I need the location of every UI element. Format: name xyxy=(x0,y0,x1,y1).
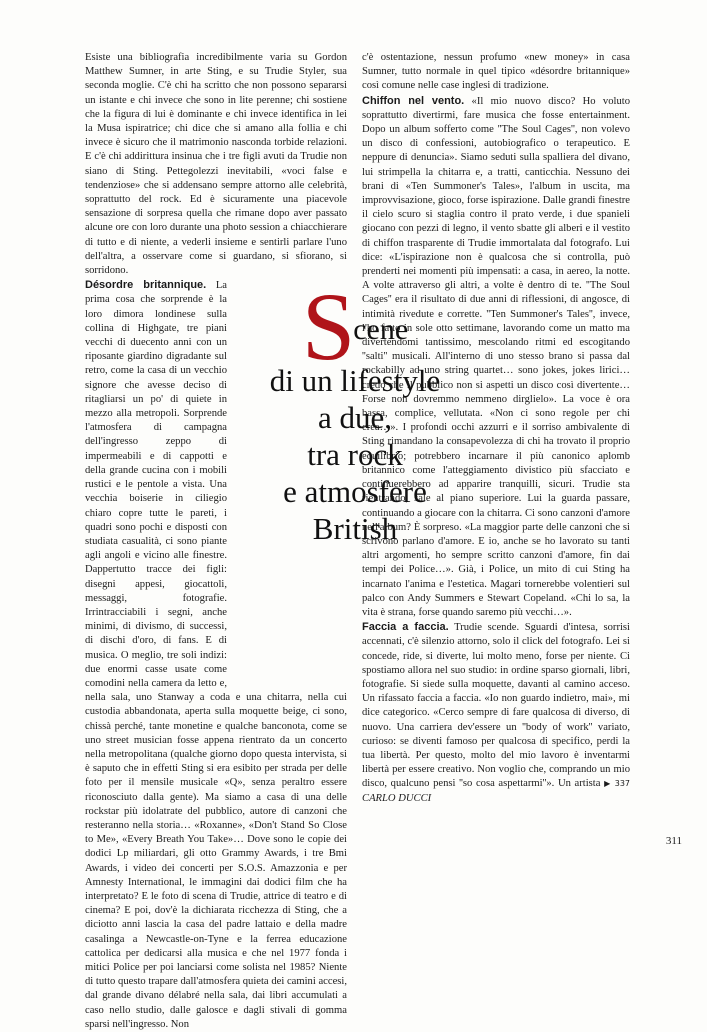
headline-line-6: British xyxy=(312,511,398,546)
author-byline: CARLO DUCCI xyxy=(362,792,432,804)
headline-line-5: e atmosfere xyxy=(283,474,427,509)
drop-cap: S xyxy=(301,273,356,380)
subheading-faccia: Faccia a faccia. xyxy=(362,621,449,634)
headline-line-1: Scene xyxy=(301,273,409,380)
page-number: 311 xyxy=(665,835,682,847)
paragraph-intro: Esiste una bibliografia incredibilmente varia su Gordon Matthew Sumner, in arte Sting, e su Trudie Styler, sua seconda moglie. C'è chi ha scritto che non possono separarsi un istante e chi invece che sono in lite perenne; chi sostiene che la figura di lui è dominante e chi invece identifica in lei la Musa ispiratrice; chi dice che si amano alla follia e chi invece è sicuro che il matrimonio nasconda torbide relazioni. E c'è chi addirittura insinua che i tre figli avuti da Trudie non siano di Sting. Pettegolezzi inevitabili, «voci false e tendenziose» che si addensano sempre attorno alle celebrità, soprattutto del rock. Ed è sicuramente una piacevole sensazione di sorpresa quella che rimane dopo aver passato alcune ore con loro durante una photo session a chiacchierare di tutto e di niente, a vederli insieme e sentirli parlare l'uno dell'altra, a osservare come si guardano, si sfiorano, si sorridono. xyxy=(85,52,347,277)
continued-marker: ▶ 337 xyxy=(604,779,630,789)
headline-line-4: tra rock xyxy=(307,437,403,472)
paragraph-right-open: c'è ostentazione, nessun profumo «new money» in casa Sumner, tutto normale in quel tipico «désordre britannique» così comune nelle case inglesi di tradizione. xyxy=(362,52,630,92)
paragraph-chiffon: Chiffon nel vento. «Il mio nuovo disco? Ho voluto soprattutto divertirmi, fare musica che fosse entertainment. Dopo un album sofferto come ''The Soul Cages'', non volevo un disco di confessioni, autobiografico o terapeutico. E neppure di denuncia». Siamo seduti sulla spalliera del divano, lui strimpella la chitarra e, a tratti, canticchia. Nessuno dei brani di «Ten Summoner's Tales», l'album in uscita, ma improvvisazione, gioco, forse ispirazione. Dalle grandi finestre il cielo scuro si staglia contro il prato verde, i due spanieli giocano con pezzi di legno, il vento sbatte gli alberi e il vestito di chiffon trasparente di Trudie immortalata dal fotografo. Lui dice: «L'ispirazione non è qualcosa che si controlla, può prenderti nei momenti più impensati: a casa, in aereo, la notte. A volte attraverso gli altri, a volte è dentro di te. ''The Soul Cages'' era il risultato di due anni di riflessioni, di angosce, di intimità rivedute e corrette. ''Ten Summoner's Tales'', invece, l'ho fatto in sole otto settimane, lavorando come un matto ma divertendomi tantissimo, mescolando ritmi ed escogitando ''salti'' musicali. All'interno di uno stesso brano si passa dal rockabilly ad uno string quartet… sono jokes, jokes lirici… credo che il pubblico non si aspetti un disco così divertente… Forse non dovremmo nemmeno dirglielo». La voce è ora bassa, complice, vellutata. «Non ci sono regole per chi crea…». I profondi occhi azzurri e il sorriso ambivalente di Sting rimandano la consapevolezza di chi ha trovato il proprio equilibrio; potrebbero incarnare il più canonico aplomb britannico come l'atteggiamento divistico più sfacciato e continuerebbero ad apparire tranquilli, sicuri. Trudie sta rientrando, sale al piano superiore. Lui la guarda passare, continuando a giocare con la chitarra. Ci sono canzoni d'amore nell'album? È sorpreso. «La maggior parte delle canzoni che si scrivono parlano d'amore. E io, anche se ho lavorato su tanti altri argomenti, ho sempre scritto canzoni d'amore, fin dai tempi dei Police…». Già, i Police, un mito di cui Sting ha incarnato l'anima e l'estetica. Magari tornerebbe volentieri sul palco con Andy Summers e Stewart Copeland. «Chi lo sa, la vita è strana, forse quando saremo più vecchi…». xyxy=(362,94,630,618)
subheading-chiffon: Chiffon nel vento. xyxy=(362,94,465,107)
paragraph-faccia: Faccia a faccia. Trudie scende. Sguardi d'intesa, sorrisi accennati, c'è silenzio attorno, solo il click del fotografo. Lei si concede, ride, si diverte, lui molto meno, forse per niente. Ci spostiamo allora nel suo studio: in ordine sparso giornali, libri, fotografie. Si siede sulla moquette, davanti al camino acceso. Un rifassato faccia a faccia. «Io non guardo indietro, mai», mi dice categorico. «Cerco sempre di fare qualcosa di diverso, di nuovo. Una carriera dev'essere un ''body of work'' variato, curioso: se diventi famoso per qualcosa di specifico, perdi la tua libertà. Per questo, molto del mio lavoro è inventarmi libertà per essere creativo. Non voglio che, comprando un mio disco, qualcuno pensi ''so cosa aspettarmi''». Un artista ▶ 337 CARLO DUCCI xyxy=(362,621,630,804)
subheading-desordre: Désordre britannique. xyxy=(85,279,207,292)
headline-line-2: di un lifestyle xyxy=(269,363,441,398)
paragraph-desordre: Désordre britannique. La prima cosa che sorprende è la loro dimora londinese sulla collina di Highgate, tre piani vecchi di duecento anni con un riposante giardino digradante sul retro, come la casa di un vecchio signore che avesse deciso di ritagliarsi un po' di quiete in mezzo alla metropoli. Sorprende l'atmosfera di campagna dell'ingresso zeppo di impermeabili e di cappotti e della grande cucina con i mobili rustici e le pentole a vista. Una vecchia boiserie in ciliegio chiaro copre tutte le pareti, i quadri sono pochi e disposti con studiata casualità, ci sono piante agli angoli e vicino alle finestre. Dappertutto tracce dei figli: disegni appesi, giocattoli, messaggi, fotografie. Irrintracciabili i segni, anche minimi, di divismo, di successi, di dischi d'oro, di fans. E di musica. O meglio, tre soli indizi: due enormi casse usate come comodini nella camera da letto e, nella sala, uno Stanway a coda e una chitarra, nella cui custodia abbandonata, aperta sulla moquette beige, ci sono, chissà perché, tante monetine e qualche banconota, come se uno street musician fosse appena rientrato da un concerto nella metropolitana (qualche giorno dopo questa intervista, si è saputo che in effetti Sting si era esibito per strada per delle foto per il mensile musicale «Q», senza peraltro essere riconosciuto dalla gente). Ma siamo a casa di una delle rockstar più idolatrate del pubblico, autore di canzoni che resteranno nella storia… «Roxanne», «Don't Stand So Close to Me», «Every Breath You Take»… Dove sono le copie dei dodici Lp miliardari, gli otto Grammy Awards, i tre Bmi Awards, i video dei concerti per S.O.S. Amazzonia e per Amnesty International, le immagini dai dodici film che ha interpretato? E le foto di scena di Trudie, attrice di teatro e di cinema? E poi, dov'è la dichiarata ricchezza di Sting, che a diciotto anni lascia la casa del padre lattaio e della madre casalinga a Newcastle-on-Tyne e la ferrea educazione cattolica per dedicarsi alla musica e che nel 1977 fonda i mitici Police per poi lanciarsi come solista nel 1985? Niente di tutto questo trapare dall'atmosfera quieta dei camini accesi, dal grande divano délabré nella sala, dai libri accumulati a caso nello studio, dalle galosce e dagli stivali di gomma sparsi nell'ingresso. Non xyxy=(85,279,347,1030)
headline-line-3: a due, xyxy=(317,400,393,435)
headline xyxy=(255,273,455,547)
